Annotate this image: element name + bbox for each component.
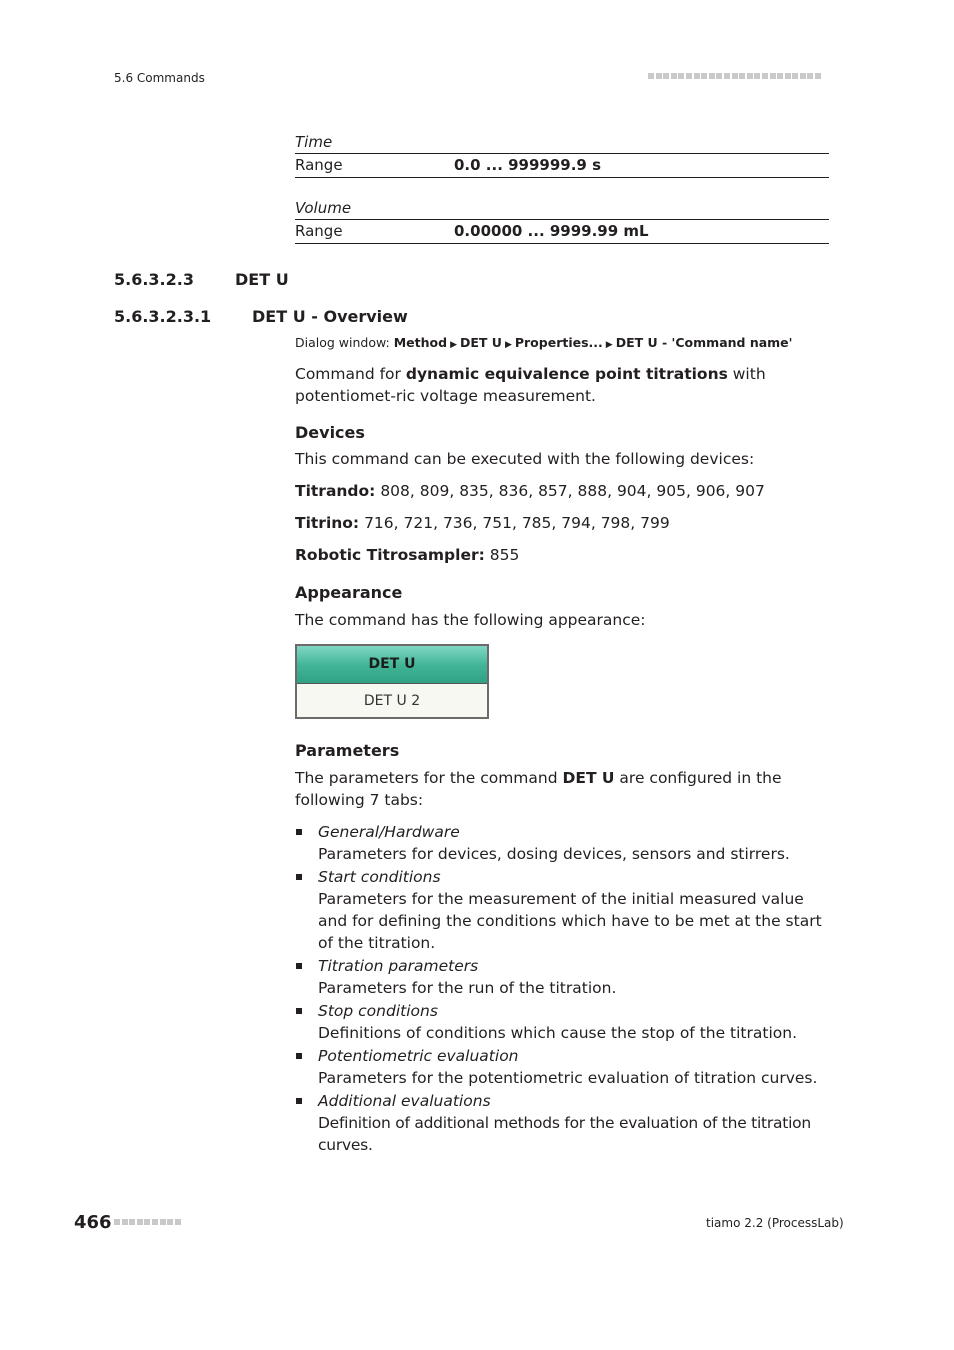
devices-robotic: [295, 546, 519, 564]
decorative-square-icon: [175, 1219, 181, 1225]
decorative-square-icon: [807, 73, 813, 79]
parameters-text: are configured in the following 7 tabs:: [295, 769, 782, 809]
section-heading: [114, 270, 289, 289]
dialog-path-step: DET U: [459, 335, 502, 350]
tab-name: General/Hardware: [318, 823, 460, 841]
param-value: 0.0 ... 999999.9 s: [454, 156, 602, 174]
decorative-square-icon: [815, 73, 821, 79]
command-name: DET U 2: [363, 693, 421, 709]
intro-emphasis: dynamic equivalence point titrations: [405, 365, 728, 383]
decorative-square-icon: [678, 73, 684, 79]
dialog-path: [295, 335, 793, 350]
decorative-square-icon: [167, 1219, 173, 1225]
decorative-square-icon: [686, 73, 692, 79]
intro-text: Command for: [295, 365, 406, 383]
tab-description: Parameters for the measurement of the initial measured value and for defining the conditions which have to be met at the start of the titration.: [318, 890, 822, 952]
square-bullet-icon: [296, 1053, 302, 1059]
tab-description: Parameters for devices, dosing devices, sensors and stirrers.: [318, 845, 790, 863]
param-table-volume: [295, 198, 829, 244]
square-bullet-icon: [296, 829, 302, 835]
list-item: [295, 1000, 835, 1044]
tab-description: Parameters for the run of the titration.: [318, 979, 617, 997]
decorative-square-icon: [160, 1219, 166, 1225]
device-label: Titrando:: [295, 482, 376, 500]
subsection-heading: [114, 307, 408, 326]
param-label: Range: [295, 156, 343, 174]
decorative-square-icon: [671, 73, 677, 79]
intro-text: with potentiomet-ric voltage measurement.: [295, 365, 766, 405]
param-table-time: [295, 132, 829, 178]
decorative-square-icon: [747, 73, 753, 79]
decorative-square-icon: [114, 1219, 120, 1225]
decorative-square-icon: [694, 73, 700, 79]
parameters-heading: Parameters: [295, 741, 400, 760]
decorative-square-icon: [663, 73, 669, 79]
running-footer-product: tiamo 2.2 (ProcessLab): [706, 1216, 844, 1230]
tab-name: Additional evaluations: [318, 1092, 491, 1110]
decorative-square-icon: [739, 73, 745, 79]
list-item: [295, 866, 835, 954]
devices-titrando: [295, 482, 765, 500]
decorative-square-icon: [656, 73, 662, 79]
list-item: [295, 955, 835, 999]
list-item: [295, 821, 835, 865]
param-caption: Time: [295, 132, 829, 154]
param-caption: Volume: [295, 198, 829, 220]
device-list: 855: [484, 546, 520, 564]
triangle-right-icon: ▶: [450, 340, 457, 350]
devices-text: This command can be executed with the following devices:: [295, 450, 755, 468]
dialog-path-step: Method: [393, 335, 448, 350]
decorative-square-icon: [762, 73, 768, 79]
parameters-text: The parameters for the command: [295, 769, 563, 787]
dialog-path-step: DET U - 'Command name': [615, 335, 793, 350]
decorative-square-icon: [144, 1219, 150, 1225]
tab-name: Stop conditions: [318, 1002, 438, 1020]
decorative-square-icon: [785, 73, 791, 79]
triangle-right-icon: ▶: [605, 340, 613, 350]
decorative-square-icon: [648, 73, 654, 79]
square-bullet-icon: [296, 1098, 302, 1104]
page-number: 466: [74, 1212, 112, 1233]
intro-paragraph: [295, 363, 830, 407]
section-title: DET U: [235, 270, 289, 289]
device-label: Titrino:: [295, 514, 360, 532]
decorative-square-icon: [129, 1219, 135, 1225]
tab-description: Parameters for the potentiometric evaluation of titration curves.: [318, 1069, 818, 1087]
header-decoration: [648, 73, 830, 82]
decorative-square-icon: [709, 73, 715, 79]
tab-name: Potentiometric evaluation: [318, 1047, 519, 1065]
device-label: Robotic Titrosampler:: [295, 546, 485, 564]
appearance-heading: Appearance: [295, 583, 403, 602]
list-item: [295, 1090, 835, 1156]
tab-description: Definitions of conditions which cause the stop of the titration.: [318, 1024, 798, 1042]
dialog-prefix: Dialog window:: [295, 335, 390, 350]
decorative-square-icon: [137, 1219, 143, 1225]
section-number: 5.6.3.2.3: [114, 270, 194, 289]
appearance-text: The command has the following appearance:: [295, 611, 646, 629]
triangle-right-icon: ▶: [504, 340, 512, 350]
param-value: 0.00000 ... 9999.99 mL: [454, 222, 649, 240]
tab-description: Definition of additional methods for the evaluation of the titration curves.: [318, 1114, 811, 1154]
decorative-square-icon: [152, 1219, 158, 1225]
device-list: 716, 721, 736, 751, 785, 794, 798, 799: [359, 514, 670, 532]
dialog-path-step: Properties...: [514, 335, 603, 350]
decorative-square-icon: [122, 1219, 128, 1225]
devices-heading: Devices: [295, 423, 365, 442]
param-row: [295, 154, 829, 178]
subsection-title: DET U - Overview: [252, 307, 408, 326]
tab-name: Titration parameters: [318, 957, 479, 975]
square-bullet-icon: [296, 874, 302, 880]
devices-titrino: [295, 514, 670, 532]
command-appearance-box: [295, 644, 489, 719]
decorative-square-icon: [792, 73, 798, 79]
decorative-square-icon: [754, 73, 760, 79]
tab-name: Start conditions: [318, 868, 441, 886]
param-label: Range: [295, 222, 343, 240]
decorative-square-icon: [732, 73, 738, 79]
decorative-square-icon: [716, 73, 722, 79]
device-list: 808, 809, 835, 836, 857, 888, 904, 905, 906, 907: [375, 482, 765, 500]
square-bullet-icon: [296, 1008, 302, 1014]
param-row: [295, 220, 829, 244]
list-item: [295, 1045, 835, 1089]
decorative-square-icon: [724, 73, 730, 79]
decorative-square-icon: [701, 73, 707, 79]
tabs-list: [295, 821, 835, 1156]
parameters-intro: [295, 767, 830, 811]
square-bullet-icon: [296, 963, 302, 969]
subsection-number: 5.6.3.2.3.1: [114, 307, 212, 326]
decorative-square-icon: [800, 73, 806, 79]
parameters-emphasis: DET U: [562, 769, 615, 787]
command-title: DET U: [297, 646, 487, 684]
footer-decoration: [114, 1219, 182, 1238]
decorative-square-icon: [777, 73, 783, 79]
decorative-square-icon: [770, 73, 776, 79]
running-header-section: 5.6 Commands: [114, 71, 205, 85]
